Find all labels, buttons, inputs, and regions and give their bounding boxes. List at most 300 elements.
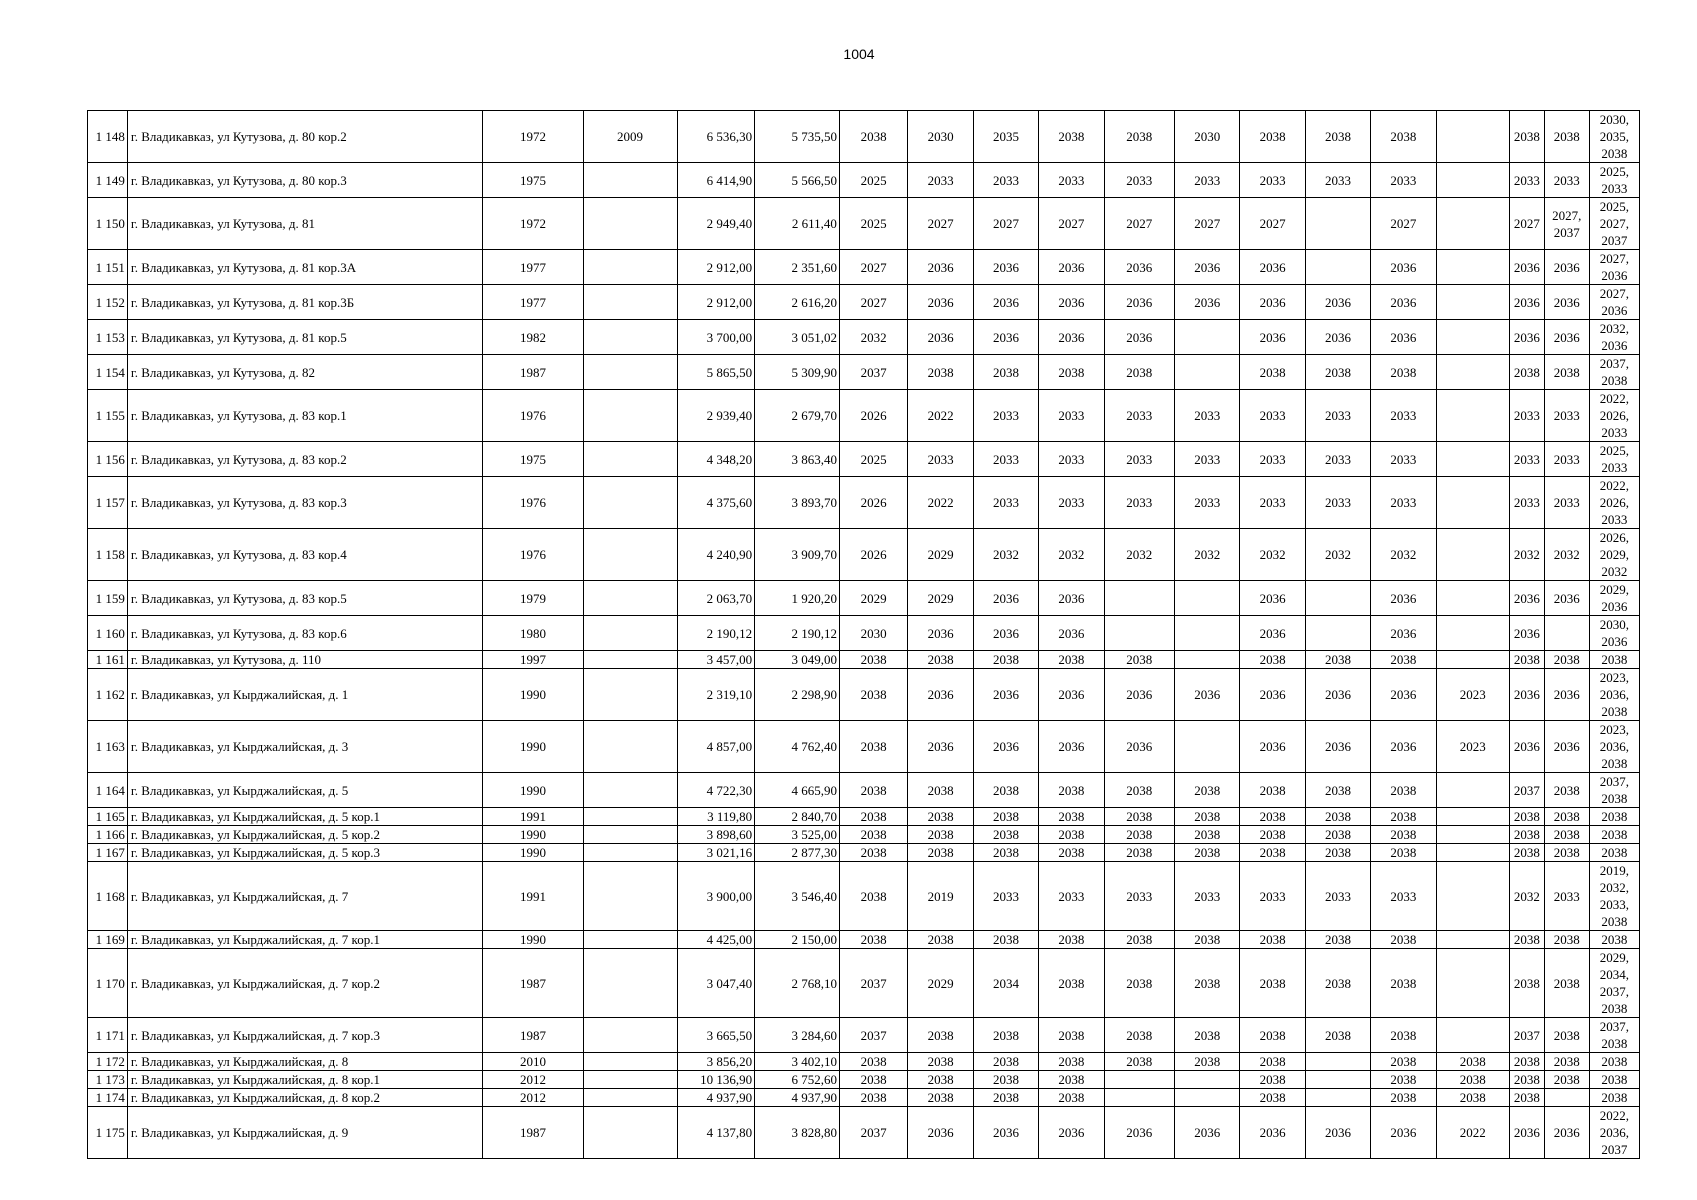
address-cell: г. Владикавказ, ул Кутузова, д. 81 кор.5 (127, 320, 483, 355)
work-year-cell-7: 2027 (1240, 198, 1305, 250)
address-cell: г. Владикавказ, ул Кутузова, д. 83 кор.4 (127, 529, 483, 581)
work-year-cell-4: 2033 (1039, 477, 1104, 529)
work-year-cell-1: 2038 (839, 669, 907, 721)
work-year-cell-2: 2036 (908, 721, 973, 773)
work-year-cell-10 (1436, 862, 1510, 931)
work-year-cell-11: 2038 (1510, 931, 1545, 949)
work-year-cell-12: 2038 (1544, 1071, 1589, 1089)
row-number-cell: 1 150 (88, 198, 128, 250)
planned-period-cell: 2032, 2036 (1589, 320, 1639, 355)
work-year-cell-2: 2038 (908, 844, 973, 862)
planned-period-cell: 2025, 2033 (1589, 442, 1639, 477)
work-year-cell-2: 2038 (908, 808, 973, 826)
living-area-cell: 3 284,60 (755, 1018, 840, 1053)
total-area-cell: 10 136,90 (677, 1071, 755, 1089)
work-year-cell-8: 2038 (1305, 1018, 1370, 1053)
work-year-cell-2: 2019 (908, 862, 973, 931)
planned-period-cell: 2038 (1589, 1071, 1639, 1089)
last-repair-year-cell (583, 1107, 677, 1159)
work-year-cell-12: 2033 (1544, 390, 1589, 442)
total-area-cell: 4 240,90 (677, 529, 755, 581)
address-cell: г. Владикавказ, ул Кырджалийская, д. 7 (127, 862, 483, 931)
table-row (88, 808, 1640, 826)
work-year-cell-8 (1305, 581, 1370, 616)
planned-period-cell: 2038 (1589, 1053, 1639, 1071)
work-year-cell-3: 2036 (973, 581, 1038, 616)
work-year-cell-7: 2038 (1240, 773, 1305, 808)
work-year-cell-11: 2038 (1510, 949, 1545, 1018)
commission-year-cell: 1977 (483, 285, 583, 320)
work-year-cell-4: 2038 (1039, 651, 1104, 669)
commission-year-cell: 2012 (483, 1089, 583, 1107)
register-body (88, 111, 1640, 1159)
work-year-cell-6: 2038 (1175, 773, 1240, 808)
commission-year-cell: 1990 (483, 826, 583, 844)
last-repair-year-cell (583, 931, 677, 949)
work-year-cell-3: 2032 (973, 529, 1038, 581)
work-year-cell-3: 2033 (973, 390, 1038, 442)
work-year-cell-8 (1305, 198, 1370, 250)
work-year-cell-2: 2030 (908, 111, 973, 163)
planned-period-cell: 2030, 2035, 2038 (1589, 111, 1639, 163)
work-year-cell-12: 2038 (1544, 826, 1589, 844)
work-year-cell-8 (1305, 250, 1370, 285)
work-year-cell-5 (1104, 1071, 1174, 1089)
address-cell: г. Владикавказ, ул Кутузова, д. 81 кор.3Б (127, 285, 483, 320)
work-year-cell-9: 2027 (1371, 198, 1436, 250)
work-year-cell-3: 2034 (973, 949, 1038, 1018)
total-area-cell: 4 375,60 (677, 477, 755, 529)
living-area-cell: 2 840,70 (755, 808, 840, 826)
work-year-cell-2: 2029 (908, 581, 973, 616)
row-number-cell: 1 160 (88, 616, 128, 651)
last-repair-year-cell (583, 581, 677, 616)
planned-period-cell: 2038 (1589, 844, 1639, 862)
work-year-cell-10 (1436, 844, 1510, 862)
row-number-cell: 1 152 (88, 285, 128, 320)
commission-year-cell: 1975 (483, 163, 583, 198)
work-year-cell-7: 2038 (1240, 1089, 1305, 1107)
work-year-cell-11: 2033 (1510, 390, 1545, 442)
table-row (88, 285, 1640, 320)
work-year-cell-11: 2036 (1510, 1107, 1545, 1159)
work-year-cell-12: 2038 (1544, 844, 1589, 862)
work-year-cell-2: 2029 (908, 529, 973, 581)
living-area-cell: 3 546,40 (755, 862, 840, 931)
planned-period-cell: 2037, 2038 (1589, 355, 1639, 390)
work-year-cell-6: 2038 (1175, 844, 1240, 862)
work-year-cell-8 (1305, 616, 1370, 651)
commission-year-cell: 1977 (483, 250, 583, 285)
work-year-cell-7: 2032 (1240, 529, 1305, 581)
row-number-cell: 1 148 (88, 111, 128, 163)
work-year-cell-9: 2038 (1371, 651, 1436, 669)
work-year-cell-7: 2036 (1240, 285, 1305, 320)
address-cell: г. Владикавказ, ул Кутузова, д. 82 (127, 355, 483, 390)
work-year-cell-5: 2038 (1104, 1053, 1174, 1071)
work-year-cell-9: 2038 (1371, 111, 1436, 163)
address-cell: г. Владикавказ, ул Кырджалийская, д. 5 кор.2 (127, 826, 483, 844)
table-row (88, 163, 1640, 198)
work-year-cell-2: 2022 (908, 390, 973, 442)
row-number-cell: 1 166 (88, 826, 128, 844)
table-row (88, 773, 1640, 808)
work-year-cell-8: 2036 (1305, 1107, 1370, 1159)
total-area-cell: 3 665,50 (677, 1018, 755, 1053)
table-row (88, 442, 1640, 477)
work-year-cell-8: 2036 (1305, 285, 1370, 320)
work-year-cell-4: 2033 (1039, 442, 1104, 477)
work-year-cell-8: 2036 (1305, 320, 1370, 355)
planned-period-cell: 2026, 2029, 2032 (1589, 529, 1639, 581)
work-year-cell-11: 2038 (1510, 1053, 1545, 1071)
work-year-cell-4: 2036 (1039, 250, 1104, 285)
work-year-cell-2: 2029 (908, 949, 973, 1018)
address-cell: г. Владикавказ, ул Кырджалийская, д. 7 кор.3 (127, 1018, 483, 1053)
living-area-cell: 3 051,02 (755, 320, 840, 355)
work-year-cell-11: 2036 (1510, 250, 1545, 285)
work-year-cell-9: 2036 (1371, 285, 1436, 320)
work-year-cell-9: 2038 (1371, 844, 1436, 862)
work-year-cell-5: 2036 (1104, 285, 1174, 320)
last-repair-year-cell (583, 844, 677, 862)
address-cell: г. Владикавказ, ул Кутузова, д. 83 кор.5 (127, 581, 483, 616)
work-year-cell-7: 2033 (1240, 390, 1305, 442)
planned-period-cell: 2038 (1589, 1089, 1639, 1107)
address-cell: г. Владикавказ, ул Кырджалийская, д. 5 кор.3 (127, 844, 483, 862)
commission-year-cell: 1976 (483, 477, 583, 529)
work-year-cell-7: 2038 (1240, 1071, 1305, 1089)
work-year-cell-2: 2036 (908, 250, 973, 285)
living-area-cell: 2 679,70 (755, 390, 840, 442)
last-repair-year-cell (583, 651, 677, 669)
work-year-cell-2: 2038 (908, 773, 973, 808)
work-year-cell-9: 2036 (1371, 1107, 1436, 1159)
living-area-cell: 5 735,50 (755, 111, 840, 163)
work-year-cell-9: 2038 (1371, 931, 1436, 949)
commission-year-cell: 1990 (483, 773, 583, 808)
last-repair-year-cell (583, 1018, 677, 1053)
living-area-cell: 4 762,40 (755, 721, 840, 773)
work-year-cell-8: 2038 (1305, 773, 1370, 808)
row-number-cell: 1 157 (88, 477, 128, 529)
work-year-cell-2: 2036 (908, 285, 973, 320)
address-cell: г. Владикавказ, ул Кутузова, д. 80 кор.2 (127, 111, 483, 163)
planned-period-cell: 2038 (1589, 826, 1639, 844)
page-number: 1004 (843, 46, 875, 62)
work-year-cell-8: 2033 (1305, 477, 1370, 529)
work-year-cell-11: 2038 (1510, 844, 1545, 862)
work-year-cell-8: 2038 (1305, 111, 1370, 163)
living-area-cell: 3 893,70 (755, 477, 840, 529)
work-year-cell-2: 2036 (908, 320, 973, 355)
total-area-cell: 2 912,00 (677, 285, 755, 320)
work-year-cell-1: 2025 (839, 198, 907, 250)
work-year-cell-7: 2038 (1240, 931, 1305, 949)
work-year-cell-8 (1305, 1071, 1370, 1089)
last-repair-year-cell (583, 808, 677, 826)
work-year-cell-7: 2038 (1240, 844, 1305, 862)
work-year-cell-9: 2038 (1371, 1053, 1436, 1071)
work-year-cell-6 (1175, 355, 1240, 390)
work-year-cell-1: 2038 (839, 1053, 907, 1071)
total-area-cell: 4 722,30 (677, 773, 755, 808)
planned-period-cell: 2038 (1589, 931, 1639, 949)
work-year-cell-3: 2038 (973, 826, 1038, 844)
address-cell: г. Владикавказ, ул Кутузова, д. 80 кор.3 (127, 163, 483, 198)
work-year-cell-7: 2038 (1240, 355, 1305, 390)
total-area-cell: 3 047,40 (677, 949, 755, 1018)
living-area-cell: 1 920,20 (755, 581, 840, 616)
work-year-cell-4: 2038 (1039, 1053, 1104, 1071)
planned-period-cell: 2029, 2034, 2037, 2038 (1589, 949, 1639, 1018)
living-area-cell: 5 309,90 (755, 355, 840, 390)
work-year-cell-6 (1175, 651, 1240, 669)
living-area-cell: 3 402,10 (755, 1053, 840, 1071)
work-year-cell-6 (1175, 616, 1240, 651)
work-year-cell-5 (1104, 581, 1174, 616)
work-year-cell-4: 2036 (1039, 1107, 1104, 1159)
table-row (88, 390, 1640, 442)
work-year-cell-1: 2025 (839, 163, 907, 198)
address-cell: г. Владикавказ, ул Кырджалийская, д. 7 кор.2 (127, 949, 483, 1018)
work-year-cell-1: 2029 (839, 581, 907, 616)
work-year-cell-8: 2032 (1305, 529, 1370, 581)
work-year-cell-10 (1436, 477, 1510, 529)
work-year-cell-1: 2038 (839, 111, 907, 163)
row-number-cell: 1 175 (88, 1107, 128, 1159)
work-year-cell-7: 2038 (1240, 949, 1305, 1018)
work-year-cell-12: 2033 (1544, 163, 1589, 198)
work-year-cell-3: 2038 (973, 355, 1038, 390)
table-row (88, 1018, 1640, 1053)
work-year-cell-6 (1175, 1071, 1240, 1089)
row-number-cell: 1 155 (88, 390, 128, 442)
last-repair-year-cell (583, 1089, 677, 1107)
work-year-cell-12: 2038 (1544, 931, 1589, 949)
work-year-cell-11: 2038 (1510, 355, 1545, 390)
work-year-cell-8: 2038 (1305, 355, 1370, 390)
commission-year-cell: 1979 (483, 581, 583, 616)
address-cell: г. Владикавказ, ул Кутузова, д. 110 (127, 651, 483, 669)
work-year-cell-4: 2038 (1039, 931, 1104, 949)
work-year-cell-2: 2038 (908, 931, 973, 949)
last-repair-year-cell (583, 390, 677, 442)
work-year-cell-10: 2022 (1436, 1107, 1510, 1159)
total-area-cell: 3 856,20 (677, 1053, 755, 1071)
living-area-cell: 3 909,70 (755, 529, 840, 581)
row-number-cell: 1 172 (88, 1053, 128, 1071)
address-cell: г. Владикавказ, ул Кырджалийская, д. 8 (127, 1053, 483, 1071)
commission-year-cell: 1987 (483, 949, 583, 1018)
work-year-cell-1: 2038 (839, 826, 907, 844)
work-year-cell-3: 2036 (973, 721, 1038, 773)
table-row (88, 111, 1640, 163)
total-area-cell: 2 939,40 (677, 390, 755, 442)
address-cell: г. Владикавказ, ул Кутузова, д. 83 кор.1 (127, 390, 483, 442)
commission-year-cell: 1980 (483, 616, 583, 651)
row-number-cell: 1 162 (88, 669, 128, 721)
work-year-cell-10 (1436, 651, 1510, 669)
work-year-cell-3: 2033 (973, 862, 1038, 931)
work-year-cell-8: 2033 (1305, 442, 1370, 477)
table-row (88, 651, 1640, 669)
work-year-cell-3: 2038 (973, 931, 1038, 949)
planned-period-cell: 2027, 2036 (1589, 285, 1639, 320)
work-year-cell-7: 2036 (1240, 320, 1305, 355)
last-repair-year-cell (583, 862, 677, 931)
planned-period-cell: 2019, 2032, 2033, 2038 (1589, 862, 1639, 931)
work-year-cell-7: 2036 (1240, 616, 1305, 651)
work-year-cell-3: 2038 (973, 808, 1038, 826)
work-year-cell-10 (1436, 285, 1510, 320)
work-year-cell-5: 2038 (1104, 355, 1174, 390)
work-year-cell-11: 2033 (1510, 477, 1545, 529)
planned-period-cell: 2037, 2038 (1589, 1018, 1639, 1053)
work-year-cell-1: 2038 (839, 844, 907, 862)
work-year-cell-12: 2038 (1544, 808, 1589, 826)
work-year-cell-6: 2038 (1175, 826, 1240, 844)
living-area-cell: 5 566,50 (755, 163, 840, 198)
work-year-cell-5: 2038 (1104, 844, 1174, 862)
work-year-cell-5: 2038 (1104, 808, 1174, 826)
work-year-cell-9: 2036 (1371, 616, 1436, 651)
work-year-cell-11: 2037 (1510, 773, 1545, 808)
work-year-cell-4: 2036 (1039, 669, 1104, 721)
address-cell: г. Владикавказ, ул Кутузова, д. 83 кор.2 (127, 442, 483, 477)
commission-year-cell: 1987 (483, 1018, 583, 1053)
work-year-cell-8: 2033 (1305, 390, 1370, 442)
row-number-cell: 1 164 (88, 773, 128, 808)
commission-year-cell: 1972 (483, 111, 583, 163)
work-year-cell-1: 2030 (839, 616, 907, 651)
last-repair-year-cell (583, 529, 677, 581)
work-year-cell-10 (1436, 320, 1510, 355)
last-repair-year-cell (583, 721, 677, 773)
commission-year-cell: 1997 (483, 651, 583, 669)
total-area-cell: 4 425,00 (677, 931, 755, 949)
last-repair-year-cell (583, 949, 677, 1018)
work-year-cell-12: 2038 (1544, 773, 1589, 808)
row-number-cell: 1 163 (88, 721, 128, 773)
work-year-cell-9: 2038 (1371, 826, 1436, 844)
work-year-cell-2: 2036 (908, 1107, 973, 1159)
work-year-cell-6 (1175, 1089, 1240, 1107)
work-year-cell-7: 2038 (1240, 826, 1305, 844)
planned-period-cell: 2025, 2027, 2037 (1589, 198, 1639, 250)
work-year-cell-11: 2038 (1510, 1089, 1545, 1107)
row-number-cell: 1 169 (88, 931, 128, 949)
work-year-cell-10 (1436, 949, 1510, 1018)
work-year-cell-11: 2032 (1510, 862, 1545, 931)
work-year-cell-5: 2036 (1104, 250, 1174, 285)
work-year-cell-3: 2038 (973, 651, 1038, 669)
work-year-cell-12: 2038 (1544, 1018, 1589, 1053)
table-row (88, 669, 1640, 721)
work-year-cell-5: 2033 (1104, 442, 1174, 477)
work-year-cell-5: 2038 (1104, 773, 1174, 808)
work-year-cell-4: 2036 (1039, 320, 1104, 355)
work-year-cell-11: 2038 (1510, 826, 1545, 844)
planned-period-cell: 2023, 2036, 2038 (1589, 669, 1639, 721)
total-area-cell: 2 949,40 (677, 198, 755, 250)
work-year-cell-5: 2038 (1104, 949, 1174, 1018)
table-row (88, 721, 1640, 773)
table-row (88, 355, 1640, 390)
work-year-cell-1: 2027 (839, 285, 907, 320)
work-year-cell-3: 2038 (973, 1018, 1038, 1053)
living-area-cell: 2 768,10 (755, 949, 840, 1018)
work-year-cell-11: 2033 (1510, 442, 1545, 477)
work-year-cell-11: 2038 (1510, 808, 1545, 826)
work-year-cell-6: 2036 (1175, 669, 1240, 721)
commission-year-cell: 1990 (483, 931, 583, 949)
work-year-cell-10: 2023 (1436, 669, 1510, 721)
living-area-cell: 3 049,00 (755, 651, 840, 669)
work-year-cell-1: 2038 (839, 1089, 907, 1107)
work-year-cell-12: 2033 (1544, 442, 1589, 477)
living-area-cell: 3 863,40 (755, 442, 840, 477)
work-year-cell-3: 2038 (973, 1053, 1038, 1071)
work-year-cell-3: 2036 (973, 250, 1038, 285)
work-year-cell-9: 2032 (1371, 529, 1436, 581)
work-year-cell-12: 2027, 2037 (1544, 198, 1589, 250)
commission-year-cell: 1982 (483, 320, 583, 355)
work-year-cell-3: 2038 (973, 844, 1038, 862)
work-year-cell-4: 2038 (1039, 808, 1104, 826)
work-year-cell-6 (1175, 320, 1240, 355)
work-year-cell-5: 2038 (1104, 931, 1174, 949)
work-year-cell-9: 2033 (1371, 163, 1436, 198)
work-year-cell-9: 2036 (1371, 320, 1436, 355)
total-area-cell: 4 857,00 (677, 721, 755, 773)
work-year-cell-6: 2036 (1175, 250, 1240, 285)
work-year-cell-11: 2038 (1510, 651, 1545, 669)
total-area-cell: 6 536,30 (677, 111, 755, 163)
living-area-cell: 2 877,30 (755, 844, 840, 862)
work-year-cell-1: 2038 (839, 1071, 907, 1089)
living-area-cell: 4 665,90 (755, 773, 840, 808)
work-year-cell-4: 2036 (1039, 285, 1104, 320)
work-year-cell-1: 2038 (839, 773, 907, 808)
work-year-cell-10: 2023 (1436, 721, 1510, 773)
work-year-cell-1: 2025 (839, 442, 907, 477)
row-number-cell: 1 158 (88, 529, 128, 581)
work-year-cell-7: 2033 (1240, 477, 1305, 529)
work-year-cell-12: 2033 (1544, 477, 1589, 529)
last-repair-year-cell (583, 355, 677, 390)
work-year-cell-1: 2026 (839, 390, 907, 442)
work-year-cell-6: 2033 (1175, 862, 1240, 931)
last-repair-year-cell (583, 616, 677, 651)
total-area-cell: 3 900,00 (677, 862, 755, 931)
work-year-cell-2: 2038 (908, 355, 973, 390)
work-year-cell-2: 2033 (908, 442, 973, 477)
work-year-cell-5: 2038 (1104, 651, 1174, 669)
work-year-cell-11: 2038 (1510, 111, 1545, 163)
work-year-cell-1: 2026 (839, 529, 907, 581)
work-year-cell-3: 2027 (973, 198, 1038, 250)
last-repair-year-cell (583, 163, 677, 198)
work-year-cell-5: 2033 (1104, 477, 1174, 529)
work-year-cell-1: 2027 (839, 250, 907, 285)
work-year-cell-9: 2036 (1371, 250, 1436, 285)
table-row (88, 477, 1640, 529)
work-year-cell-10 (1436, 581, 1510, 616)
work-year-cell-6: 2033 (1175, 163, 1240, 198)
work-year-cell-8: 2038 (1305, 808, 1370, 826)
work-year-cell-3: 2033 (973, 163, 1038, 198)
